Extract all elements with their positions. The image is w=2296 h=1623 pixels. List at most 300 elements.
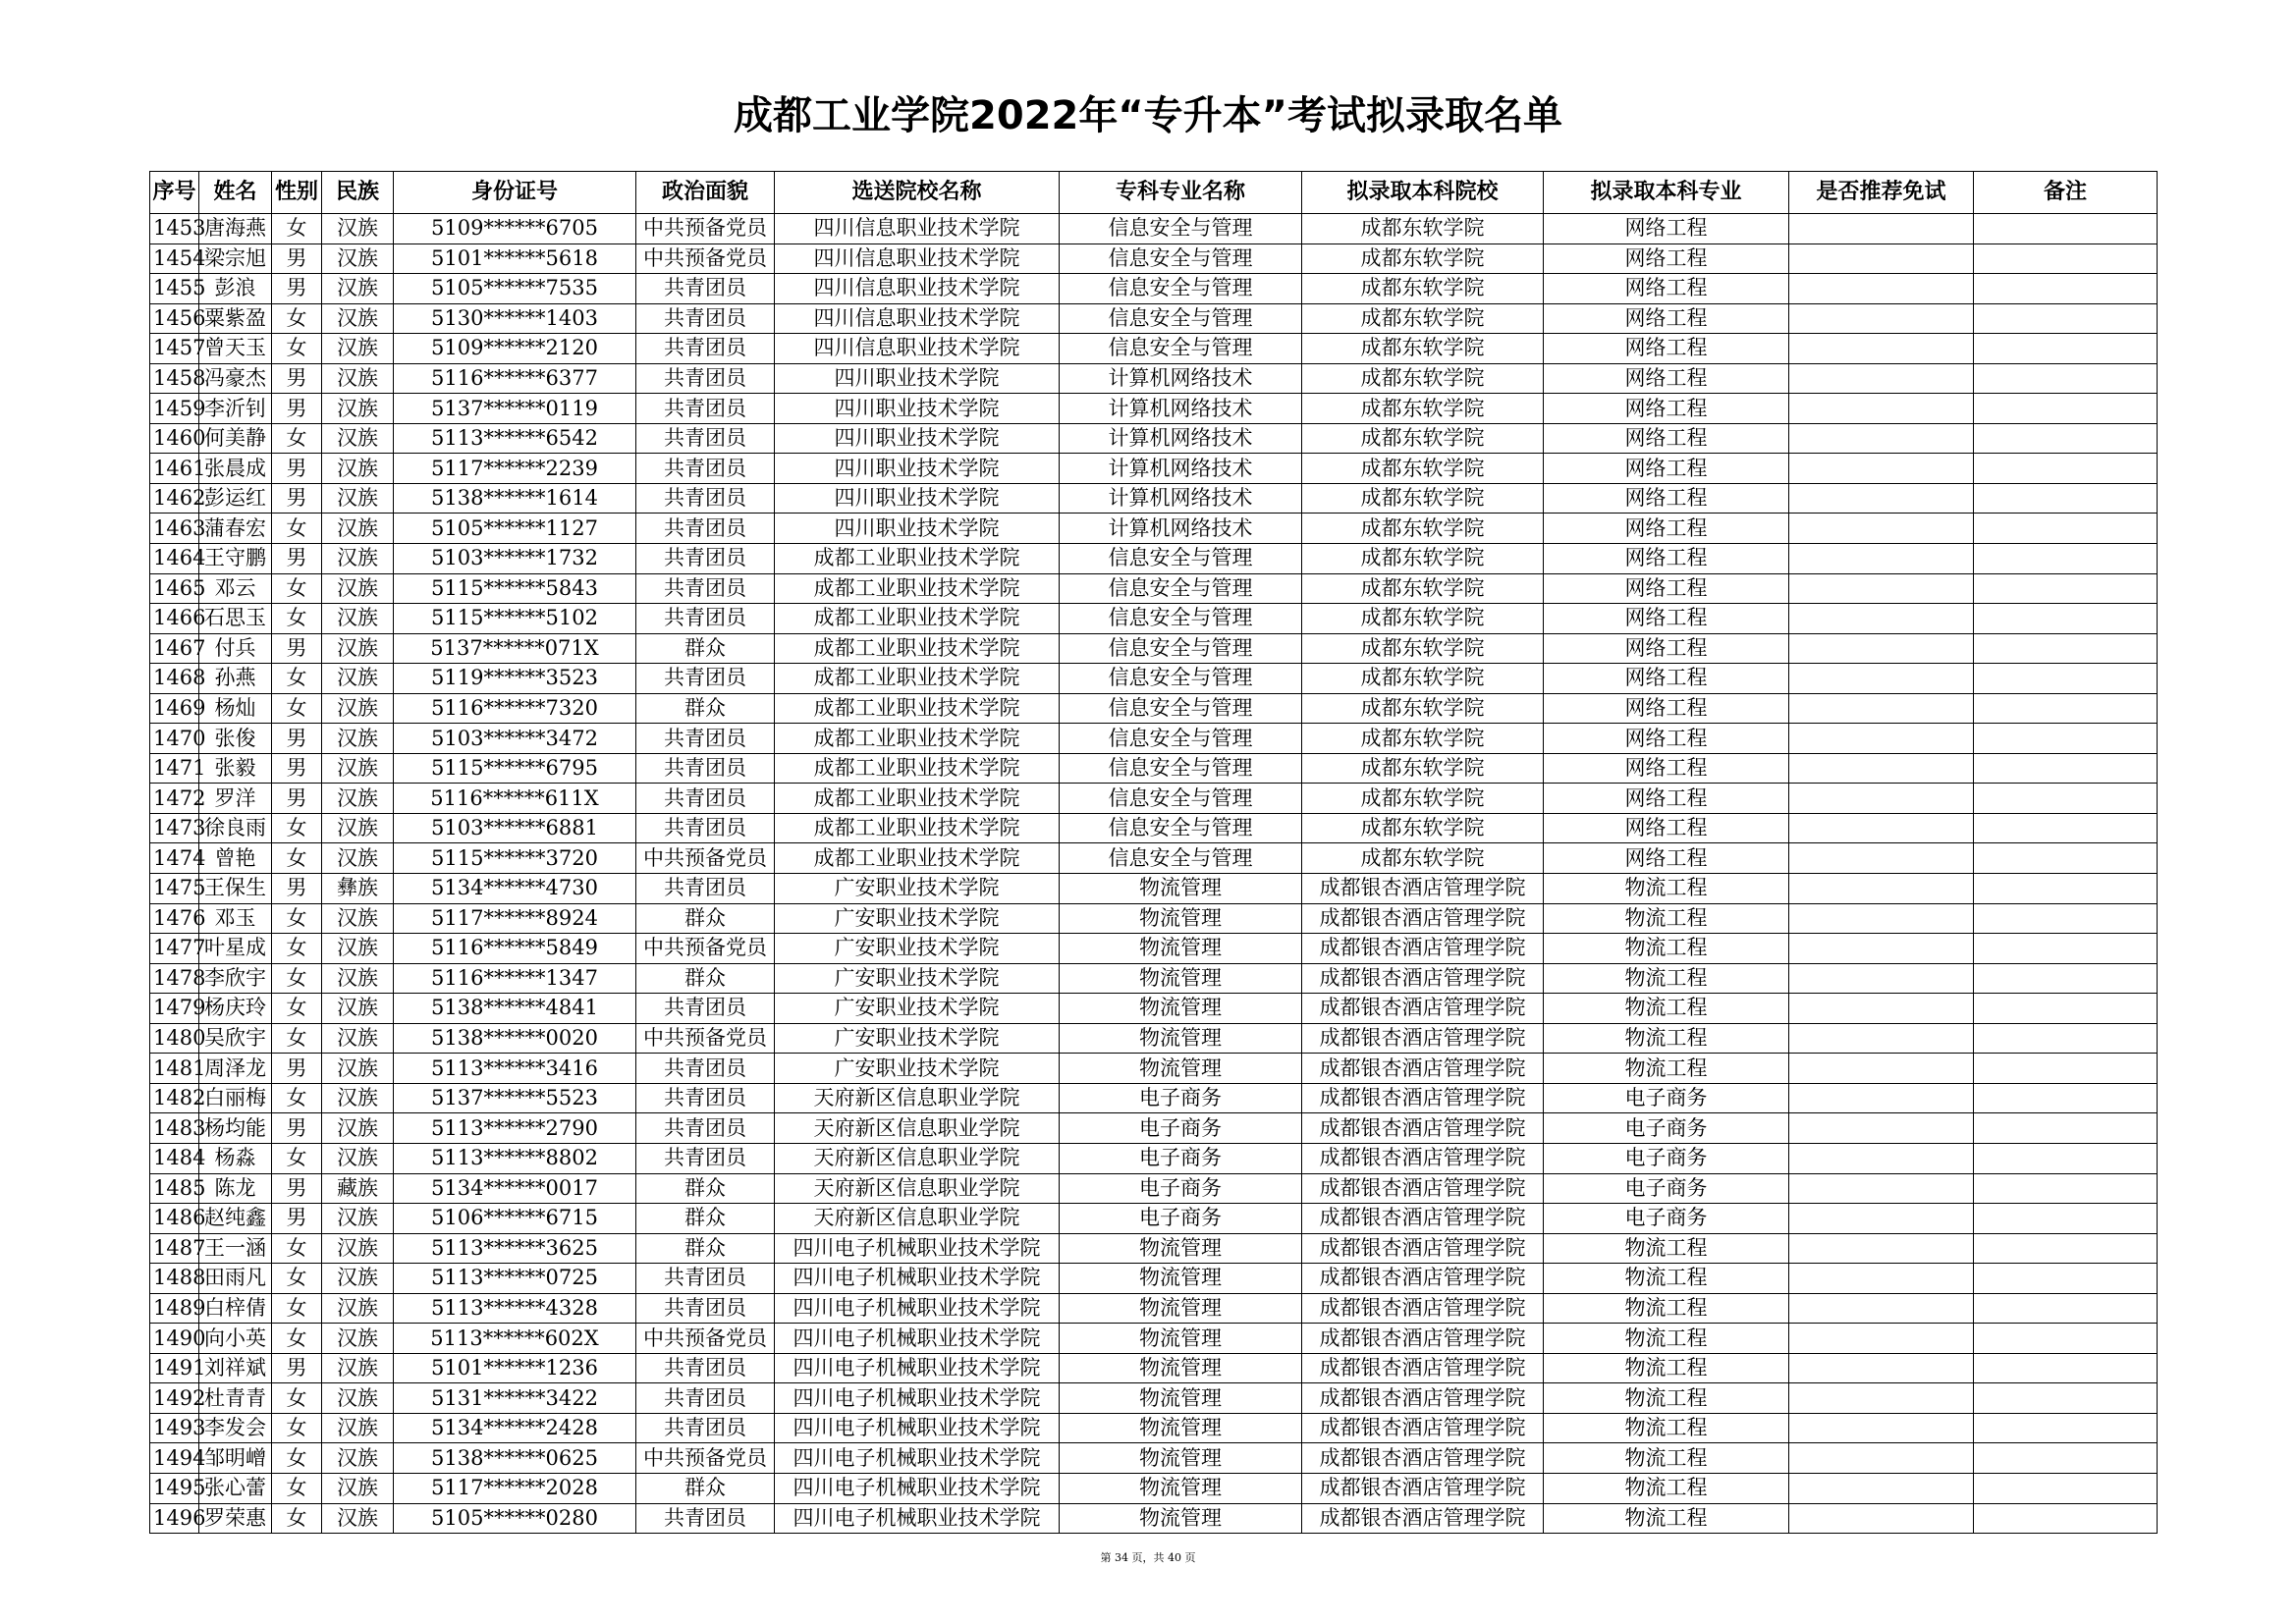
gender-cell: 女 xyxy=(272,214,322,244)
gender-cell: 男 xyxy=(272,1054,322,1084)
ethnicity-cell: 彝族 xyxy=(322,874,394,904)
seq-cell: 1469 xyxy=(150,693,199,724)
admit-major-cell: 物流工程 xyxy=(1544,934,1789,964)
seq-cell: 1477 xyxy=(150,934,199,964)
id-number-cell: 5117******2028 xyxy=(394,1473,636,1503)
seq-cell: 1492 xyxy=(150,1383,199,1414)
admit-university-cell: 成都东软学院 xyxy=(1302,753,1544,784)
seq-cell: 1461 xyxy=(150,454,199,484)
exam-exempt-cell xyxy=(1789,1264,1974,1294)
exam-exempt-cell xyxy=(1789,963,1974,994)
table-row xyxy=(150,963,2158,994)
gender-cell: 男 xyxy=(272,633,322,664)
seq-cell: 1486 xyxy=(150,1204,199,1234)
ethnicity-cell: 汉族 xyxy=(322,573,394,604)
source-college-cell: 四川职业技术学院 xyxy=(775,514,1060,544)
seq-cell: 1493 xyxy=(150,1413,199,1443)
ethnicity-cell: 汉族 xyxy=(322,664,394,694)
seq-cell: 1494 xyxy=(150,1443,199,1474)
table-row xyxy=(150,874,2158,904)
name-cell: 杨均能 xyxy=(199,1113,272,1144)
table-row xyxy=(150,813,2158,843)
table-row xyxy=(150,1264,2158,1294)
admit-university-cell: 成都东软学院 xyxy=(1302,363,1544,394)
exam-exempt-cell xyxy=(1789,1083,1974,1113)
admit-university-cell: 成都银杏酒店管理学院 xyxy=(1302,1143,1544,1173)
name-cell: 粟紫盈 xyxy=(199,303,272,334)
seq-cell: 1484 xyxy=(150,1143,199,1173)
ethnicity-cell: 汉族 xyxy=(322,1413,394,1443)
exam-exempt-cell xyxy=(1789,753,1974,784)
seq-cell: 1455 xyxy=(150,274,199,304)
exam-exempt-cell xyxy=(1789,664,1974,694)
admit-university-cell: 成都东软学院 xyxy=(1302,334,1544,364)
source-college-cell: 天府新区信息职业学院 xyxy=(775,1113,1060,1144)
admit-major-cell: 物流工程 xyxy=(1544,1054,1789,1084)
col-header-id-number: 身份证号 xyxy=(394,172,636,214)
name-cell: 徐良雨 xyxy=(199,813,272,843)
ethnicity-cell: 汉族 xyxy=(322,394,394,424)
junior-major-cell: 信息安全与管理 xyxy=(1060,573,1302,604)
political-status-cell: 共青团员 xyxy=(636,1143,775,1173)
id-number-cell: 5103******3472 xyxy=(394,724,636,754)
remarks-cell xyxy=(1974,934,2158,964)
exam-exempt-cell xyxy=(1789,1054,1974,1084)
id-number-cell: 5106******6715 xyxy=(394,1204,636,1234)
seq-cell: 1462 xyxy=(150,483,199,514)
junior-major-cell: 信息安全与管理 xyxy=(1060,784,1302,814)
table-row xyxy=(150,1113,2158,1144)
name-cell: 彭浪 xyxy=(199,274,272,304)
ethnicity-cell: 汉族 xyxy=(322,1324,394,1354)
table-row xyxy=(150,1143,2158,1173)
gender-cell: 女 xyxy=(272,1383,322,1414)
admit-major-cell: 物流工程 xyxy=(1544,1023,1789,1054)
name-cell: 孙燕 xyxy=(199,664,272,694)
ethnicity-cell: 汉族 xyxy=(322,1353,394,1383)
id-number-cell: 5116******6377 xyxy=(394,363,636,394)
id-number-cell: 5115******5102 xyxy=(394,604,636,634)
name-cell: 梁宗旭 xyxy=(199,243,272,274)
admit-major-cell: 物流工程 xyxy=(1544,1264,1789,1294)
exam-exempt-cell xyxy=(1789,544,1974,574)
exam-exempt-cell xyxy=(1789,724,1974,754)
admit-university-cell: 成都银杏酒店管理学院 xyxy=(1302,1264,1544,1294)
admit-major-cell: 物流工程 xyxy=(1544,903,1789,934)
exam-exempt-cell xyxy=(1789,843,1974,874)
remarks-cell xyxy=(1974,843,2158,874)
ethnicity-cell: 汉族 xyxy=(322,1473,394,1503)
remarks-cell xyxy=(1974,874,2158,904)
admit-major-cell: 网络工程 xyxy=(1544,573,1789,604)
ethnicity-cell: 汉族 xyxy=(322,1443,394,1474)
admit-university-cell: 成都东软学院 xyxy=(1302,604,1544,634)
admit-major-cell: 电子商务 xyxy=(1544,1204,1789,1234)
exam-exempt-cell xyxy=(1789,303,1974,334)
junior-major-cell: 物流管理 xyxy=(1060,994,1302,1024)
source-college-cell: 天府新区信息职业学院 xyxy=(775,1083,1060,1113)
admit-university-cell: 成都东软学院 xyxy=(1302,454,1544,484)
table-row xyxy=(150,724,2158,754)
id-number-cell: 5134******2428 xyxy=(394,1413,636,1443)
junior-major-cell: 物流管理 xyxy=(1060,1353,1302,1383)
admit-university-cell: 成都东软学院 xyxy=(1302,303,1544,334)
table-row xyxy=(150,1473,2158,1503)
exam-exempt-cell xyxy=(1789,1383,1974,1414)
gender-cell: 女 xyxy=(272,934,322,964)
name-cell: 石思玉 xyxy=(199,604,272,634)
name-cell: 王守鹏 xyxy=(199,544,272,574)
name-cell: 张俊 xyxy=(199,724,272,754)
junior-major-cell: 物流管理 xyxy=(1060,1413,1302,1443)
name-cell: 付兵 xyxy=(199,633,272,664)
table-row xyxy=(150,664,2158,694)
name-cell: 刘祥斌 xyxy=(199,1353,272,1383)
table-row xyxy=(150,274,2158,304)
id-number-cell: 5113******0725 xyxy=(394,1264,636,1294)
admit-major-cell: 物流工程 xyxy=(1544,1413,1789,1443)
gender-cell: 男 xyxy=(272,753,322,784)
junior-major-cell: 信息安全与管理 xyxy=(1060,693,1302,724)
admit-university-cell: 成都银杏酒店管理学院 xyxy=(1302,1173,1544,1204)
exam-exempt-cell xyxy=(1789,1353,1974,1383)
admit-major-cell: 网络工程 xyxy=(1544,633,1789,664)
junior-major-cell: 电子商务 xyxy=(1060,1204,1302,1234)
gender-cell: 女 xyxy=(272,1443,322,1474)
admit-major-cell: 物流工程 xyxy=(1544,1293,1789,1324)
junior-major-cell: 计算机网络技术 xyxy=(1060,483,1302,514)
ethnicity-cell: 汉族 xyxy=(322,1054,394,1084)
source-college-cell: 四川职业技术学院 xyxy=(775,394,1060,424)
table-row xyxy=(150,573,2158,604)
id-number-cell: 5115******3720 xyxy=(394,843,636,874)
remarks-cell xyxy=(1974,813,2158,843)
gender-cell: 男 xyxy=(272,274,322,304)
political-status-cell: 共青团员 xyxy=(636,544,775,574)
remarks-cell xyxy=(1974,334,2158,364)
name-cell: 杨淼 xyxy=(199,1143,272,1173)
col-header-ethnicity: 民族 xyxy=(322,172,394,214)
exam-exempt-cell xyxy=(1789,874,1974,904)
political-status-cell: 中共预备党员 xyxy=(636,843,775,874)
source-college-cell: 天府新区信息职业学院 xyxy=(775,1143,1060,1173)
gender-cell: 女 xyxy=(272,843,322,874)
gender-cell: 男 xyxy=(272,483,322,514)
exam-exempt-cell xyxy=(1789,394,1974,424)
admit-major-cell: 物流工程 xyxy=(1544,1443,1789,1474)
source-college-cell: 广安职业技术学院 xyxy=(775,903,1060,934)
col-header-seq: 序号 xyxy=(150,172,199,214)
exam-exempt-cell xyxy=(1789,573,1974,604)
exam-exempt-cell xyxy=(1789,1503,1974,1534)
political-status-cell: 共青团员 xyxy=(636,363,775,394)
gender-cell: 女 xyxy=(272,1023,322,1054)
remarks-cell xyxy=(1974,1233,2158,1264)
junior-major-cell: 信息安全与管理 xyxy=(1060,633,1302,664)
name-cell: 蒲春宏 xyxy=(199,514,272,544)
id-number-cell: 5113******2790 xyxy=(394,1113,636,1144)
admit-university-cell: 成都东软学院 xyxy=(1302,843,1544,874)
admit-major-cell: 电子商务 xyxy=(1544,1143,1789,1173)
exam-exempt-cell xyxy=(1789,633,1974,664)
admit-major-cell: 网络工程 xyxy=(1544,483,1789,514)
seq-cell: 1468 xyxy=(150,664,199,694)
remarks-cell xyxy=(1974,544,2158,574)
id-number-cell: 5103******1732 xyxy=(394,544,636,574)
table-row xyxy=(150,604,2158,634)
table-row xyxy=(150,784,2158,814)
gender-cell: 女 xyxy=(272,303,322,334)
remarks-cell xyxy=(1974,1264,2158,1294)
gender-cell: 女 xyxy=(272,1503,322,1534)
source-college-cell: 成都工业职业技术学院 xyxy=(775,573,1060,604)
gender-cell: 男 xyxy=(272,454,322,484)
name-cell: 王保生 xyxy=(199,874,272,904)
admit-major-cell: 网络工程 xyxy=(1544,813,1789,843)
exam-exempt-cell xyxy=(1789,994,1974,1024)
source-college-cell: 广安职业技术学院 xyxy=(775,1023,1060,1054)
admit-major-cell: 网络工程 xyxy=(1544,394,1789,424)
name-cell: 张毅 xyxy=(199,753,272,784)
id-number-cell: 5109******2120 xyxy=(394,334,636,364)
admit-university-cell: 成都银杏酒店管理学院 xyxy=(1302,1054,1544,1084)
political-status-cell: 中共预备党员 xyxy=(636,214,775,244)
remarks-cell xyxy=(1974,693,2158,724)
junior-major-cell: 信息安全与管理 xyxy=(1060,243,1302,274)
seq-cell: 1487 xyxy=(150,1233,199,1264)
source-college-cell: 四川职业技术学院 xyxy=(775,423,1060,454)
political-status-cell: 共青团员 xyxy=(636,274,775,304)
admit-major-cell: 网络工程 xyxy=(1544,843,1789,874)
id-number-cell: 5101******5618 xyxy=(394,243,636,274)
name-cell: 杜青青 xyxy=(199,1383,272,1414)
seq-cell: 1489 xyxy=(150,1293,199,1324)
admit-major-cell: 网络工程 xyxy=(1544,363,1789,394)
table-row xyxy=(150,1503,2158,1534)
name-cell: 邹明嶒 xyxy=(199,1443,272,1474)
remarks-cell xyxy=(1974,1324,2158,1354)
junior-major-cell: 电子商务 xyxy=(1060,1083,1302,1113)
exam-exempt-cell xyxy=(1789,514,1974,544)
name-cell: 赵纯鑫 xyxy=(199,1204,272,1234)
remarks-cell xyxy=(1974,394,2158,424)
source-college-cell: 成都工业职业技术学院 xyxy=(775,693,1060,724)
political-status-cell: 共青团员 xyxy=(636,1383,775,1414)
name-cell: 邓玉 xyxy=(199,903,272,934)
table-row xyxy=(150,363,2158,394)
ethnicity-cell: 汉族 xyxy=(322,483,394,514)
admit-university-cell: 成都银杏酒店管理学院 xyxy=(1302,1443,1544,1474)
admit-university-cell: 成都银杏酒店管理学院 xyxy=(1302,1293,1544,1324)
remarks-cell xyxy=(1974,1473,2158,1503)
gender-cell: 女 xyxy=(272,1293,322,1324)
id-number-cell: 5138******1614 xyxy=(394,483,636,514)
id-number-cell: 5134******0017 xyxy=(394,1173,636,1204)
admit-university-cell: 成都东软学院 xyxy=(1302,214,1544,244)
political-status-cell: 共青团员 xyxy=(636,1503,775,1534)
remarks-cell xyxy=(1974,243,2158,274)
table-row xyxy=(150,1054,2158,1084)
col-header-gender: 性别 xyxy=(272,172,322,214)
table-row xyxy=(150,1443,2158,1474)
exam-exempt-cell xyxy=(1789,1023,1974,1054)
seq-cell: 1466 xyxy=(150,604,199,634)
remarks-cell xyxy=(1974,903,2158,934)
ethnicity-cell: 汉族 xyxy=(322,1204,394,1234)
political-status-cell: 共青团员 xyxy=(636,994,775,1024)
gender-cell: 女 xyxy=(272,514,322,544)
junior-major-cell: 物流管理 xyxy=(1060,1293,1302,1324)
admit-major-cell: 物流工程 xyxy=(1544,1503,1789,1534)
table-body xyxy=(150,214,2158,1534)
ethnicity-cell: 汉族 xyxy=(322,214,394,244)
id-number-cell: 5116******5849 xyxy=(394,934,636,964)
table-row xyxy=(150,903,2158,934)
ethnicity-cell: 汉族 xyxy=(322,1113,394,1144)
junior-major-cell: 信息安全与管理 xyxy=(1060,724,1302,754)
political-status-cell: 共青团员 xyxy=(636,394,775,424)
table-row xyxy=(150,514,2158,544)
seq-cell: 1454 xyxy=(150,243,199,274)
source-college-cell: 成都工业职业技术学院 xyxy=(775,784,1060,814)
gender-cell: 男 xyxy=(272,1113,322,1144)
political-status-cell: 共青团员 xyxy=(636,664,775,694)
admit-major-cell: 网络工程 xyxy=(1544,544,1789,574)
junior-major-cell: 信息安全与管理 xyxy=(1060,604,1302,634)
name-cell: 陈龙 xyxy=(199,1173,272,1204)
admit-major-cell: 网络工程 xyxy=(1544,664,1789,694)
remarks-cell xyxy=(1974,423,2158,454)
admit-university-cell: 成都东软学院 xyxy=(1302,693,1544,724)
admit-major-cell: 电子商务 xyxy=(1544,1173,1789,1204)
ethnicity-cell: 汉族 xyxy=(322,784,394,814)
remarks-cell xyxy=(1974,483,2158,514)
gender-cell: 女 xyxy=(272,963,322,994)
id-number-cell: 5113******8802 xyxy=(394,1143,636,1173)
source-college-cell: 成都工业职业技术学院 xyxy=(775,544,1060,574)
gender-cell: 男 xyxy=(272,1204,322,1234)
seq-cell: 1479 xyxy=(150,994,199,1024)
exam-exempt-cell xyxy=(1789,423,1974,454)
political-status-cell: 共青团员 xyxy=(636,1264,775,1294)
junior-major-cell: 物流管理 xyxy=(1060,934,1302,964)
source-college-cell: 四川信息职业技术学院 xyxy=(775,334,1060,364)
source-college-cell: 成都工业职业技术学院 xyxy=(775,664,1060,694)
seq-cell: 1453 xyxy=(150,214,199,244)
junior-major-cell: 物流管理 xyxy=(1060,1054,1302,1084)
exam-exempt-cell xyxy=(1789,334,1974,364)
political-status-cell: 共青团员 xyxy=(636,483,775,514)
id-number-cell: 5117******8924 xyxy=(394,903,636,934)
junior-major-cell: 物流管理 xyxy=(1060,963,1302,994)
table-row xyxy=(150,1204,2158,1234)
junior-major-cell: 信息安全与管理 xyxy=(1060,813,1302,843)
admit-major-cell: 网络工程 xyxy=(1544,784,1789,814)
ethnicity-cell: 汉族 xyxy=(322,334,394,364)
ethnicity-cell: 汉族 xyxy=(322,1264,394,1294)
id-number-cell: 5101******1236 xyxy=(394,1353,636,1383)
political-status-cell: 共青团员 xyxy=(636,303,775,334)
gender-cell: 女 xyxy=(272,813,322,843)
exam-exempt-cell xyxy=(1789,784,1974,814)
admit-major-cell: 物流工程 xyxy=(1544,963,1789,994)
id-number-cell: 5115******5843 xyxy=(394,573,636,604)
name-cell: 邓云 xyxy=(199,573,272,604)
exam-exempt-cell xyxy=(1789,1293,1974,1324)
gender-cell: 女 xyxy=(272,994,322,1024)
col-header-name: 姓名 xyxy=(199,172,272,214)
id-number-cell: 5116******1347 xyxy=(394,963,636,994)
admit-university-cell: 成都东软学院 xyxy=(1302,483,1544,514)
remarks-cell xyxy=(1974,784,2158,814)
id-number-cell: 5103******6881 xyxy=(394,813,636,843)
admit-major-cell: 网络工程 xyxy=(1544,214,1789,244)
source-college-cell: 四川电子机械职业技术学院 xyxy=(775,1383,1060,1414)
table-row xyxy=(150,693,2158,724)
gender-cell: 女 xyxy=(272,1473,322,1503)
id-number-cell: 5119******3523 xyxy=(394,664,636,694)
remarks-cell xyxy=(1974,633,2158,664)
junior-major-cell: 物流管理 xyxy=(1060,1324,1302,1354)
gender-cell: 女 xyxy=(272,573,322,604)
table-row xyxy=(150,483,2158,514)
admit-university-cell: 成都银杏酒店管理学院 xyxy=(1302,1204,1544,1234)
admit-major-cell: 物流工程 xyxy=(1544,1353,1789,1383)
ethnicity-cell: 汉族 xyxy=(322,963,394,994)
remarks-cell xyxy=(1974,1054,2158,1084)
gender-cell: 男 xyxy=(272,1173,322,1204)
admit-university-cell: 成都银杏酒店管理学院 xyxy=(1302,1353,1544,1383)
political-status-cell: 群众 xyxy=(636,1233,775,1264)
political-status-cell: 群众 xyxy=(636,633,775,664)
exam-exempt-cell xyxy=(1789,693,1974,724)
seq-cell: 1481 xyxy=(150,1054,199,1084)
gender-cell: 女 xyxy=(272,1233,322,1264)
admit-university-cell: 成都东软学院 xyxy=(1302,724,1544,754)
exam-exempt-cell xyxy=(1789,1324,1974,1354)
remarks-cell xyxy=(1974,753,2158,784)
seq-cell: 1460 xyxy=(150,423,199,454)
political-status-cell: 群众 xyxy=(636,1473,775,1503)
remarks-cell xyxy=(1974,1293,2158,1324)
ethnicity-cell: 汉族 xyxy=(322,724,394,754)
source-college-cell: 四川电子机械职业技术学院 xyxy=(775,1324,1060,1354)
seq-cell: 1490 xyxy=(150,1324,199,1354)
admit-university-cell: 成都东软学院 xyxy=(1302,274,1544,304)
col-header-remarks: 备注 xyxy=(1974,172,2158,214)
admit-university-cell: 成都东软学院 xyxy=(1302,633,1544,664)
exam-exempt-cell xyxy=(1789,1204,1974,1234)
political-status-cell: 共青团员 xyxy=(636,813,775,843)
gender-cell: 女 xyxy=(272,1413,322,1443)
table-row xyxy=(150,394,2158,424)
admission-table xyxy=(149,171,2158,1534)
name-cell: 张心蕾 xyxy=(199,1473,272,1503)
junior-major-cell: 信息安全与管理 xyxy=(1060,544,1302,574)
exam-exempt-cell xyxy=(1789,813,1974,843)
seq-cell: 1464 xyxy=(150,544,199,574)
remarks-cell xyxy=(1974,1383,2158,1414)
gender-cell: 男 xyxy=(272,874,322,904)
id-number-cell: 5105******1127 xyxy=(394,514,636,544)
gender-cell: 女 xyxy=(272,1083,322,1113)
admit-major-cell: 网络工程 xyxy=(1544,514,1789,544)
junior-major-cell: 信息安全与管理 xyxy=(1060,664,1302,694)
source-college-cell: 四川职业技术学院 xyxy=(775,454,1060,484)
admit-major-cell: 物流工程 xyxy=(1544,874,1789,904)
id-number-cell: 5137******071X xyxy=(394,633,636,664)
gender-cell: 男 xyxy=(272,544,322,574)
